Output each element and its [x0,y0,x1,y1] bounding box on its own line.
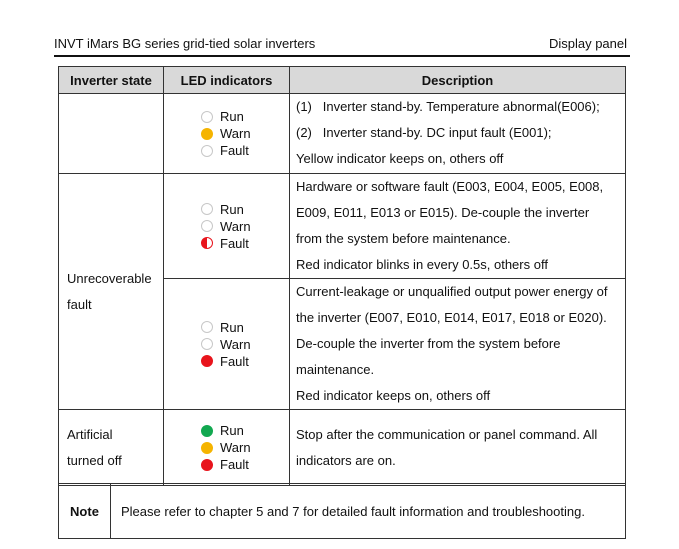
description-cell [290,410,626,486]
led-label: Run [220,319,244,335]
description-line: the inverter (E007, E010, E014, E017, E018 or E020). [296,310,607,325]
led-label: Run [220,201,244,217]
led-fault [201,142,249,159]
led-label: Warn [220,126,251,141]
note-label: Note [59,484,111,539]
fault-led-icon [201,355,213,367]
led-label: Run [220,109,244,124]
led-fault [201,353,249,370]
document-title: INVT iMars BG series grid-tied solar inverters [54,36,316,51]
run-led-icon [201,425,213,437]
warn-led-icon [201,220,213,232]
led-fault [201,456,249,473]
led-run [201,108,244,125]
description-line: E009, E011, E013 or E015). De-couple the inverter [296,205,590,220]
led-label: Fault [220,353,249,369]
section-title: Display panel [548,36,627,51]
table-row [59,410,626,486]
description-line: Red indicator keeps on, others off [296,388,491,403]
led-warn [201,439,251,456]
fault-led-blinking-icon [201,237,213,249]
led-label: Warn [220,336,251,352]
table-row [59,94,626,174]
description-line: Yellow indicator keeps on, others off [296,151,504,166]
run-led-icon [201,321,213,333]
description-line: Current-leakage or unqualified output power energy of [296,284,608,299]
led-cell [164,94,290,174]
led-group [201,319,289,370]
description-line: Hardware or software fault (E003, E004, E005, E008, [296,179,604,194]
led-status-table [58,66,626,486]
column-header-state: Inverter state [59,67,164,94]
warn-led-icon [201,442,213,454]
description-cell [290,174,626,279]
state-label: Unrecoverable [67,270,152,286]
description-line: De-couple the inverter from the system before [296,336,561,351]
led-warn [201,336,251,353]
led-group [201,201,289,252]
state-label: turned off [67,452,122,468]
table-row [59,174,626,279]
state-cell [59,410,164,486]
led-run [201,319,244,336]
state-label: Artificial [67,426,113,442]
led-warn [201,218,251,235]
column-header-leds: LED indicators [164,67,290,94]
run-led-icon [201,203,213,215]
led-label: Fault [220,235,249,251]
column-header-description: Description [290,67,626,94]
led-label: Warn [220,440,251,455]
description-line: (1) Inverter stand-by. Temperature abnormal(E006); [296,99,600,114]
led-label: Fault [220,143,249,158]
note-row [59,484,626,539]
header-divider [54,55,630,57]
led-group [201,422,289,473]
table-header-row [59,67,626,94]
description-line: from the system before maintenance. [296,231,511,246]
note-text: Please refer to chapter 5 and 7 for detailed fault information and troubleshooting. [111,484,626,539]
led-warn [201,125,251,142]
led-label: Warn [220,218,251,234]
note-table [58,483,626,539]
fault-led-icon [201,459,213,471]
description-line: maintenance. [296,362,375,377]
warn-led-icon [201,128,213,140]
led-group [201,108,289,159]
warn-led-icon [201,338,213,350]
led-run [201,201,244,218]
description-line: indicators are on. [296,452,396,468]
description-line: Stop after the communication or panel command. All [296,426,598,442]
state-label: fault [67,296,92,312]
led-label: Fault [220,457,249,472]
led-fault [201,235,249,252]
description-line: Red indicator blinks in every 0.5s, others off [296,257,548,272]
led-cell [164,279,290,410]
run-led-icon [201,111,213,123]
led-run [201,422,244,439]
led-cell [164,174,290,279]
fault-led-icon [201,145,213,157]
description-cell [290,279,626,410]
description-cell [290,94,626,174]
state-cell [59,94,164,174]
description-line: (2) Inverter stand-by. DC input fault (E001); [296,125,552,140]
led-cell [164,410,290,486]
led-label: Run [220,423,244,438]
state-cell [59,174,164,410]
